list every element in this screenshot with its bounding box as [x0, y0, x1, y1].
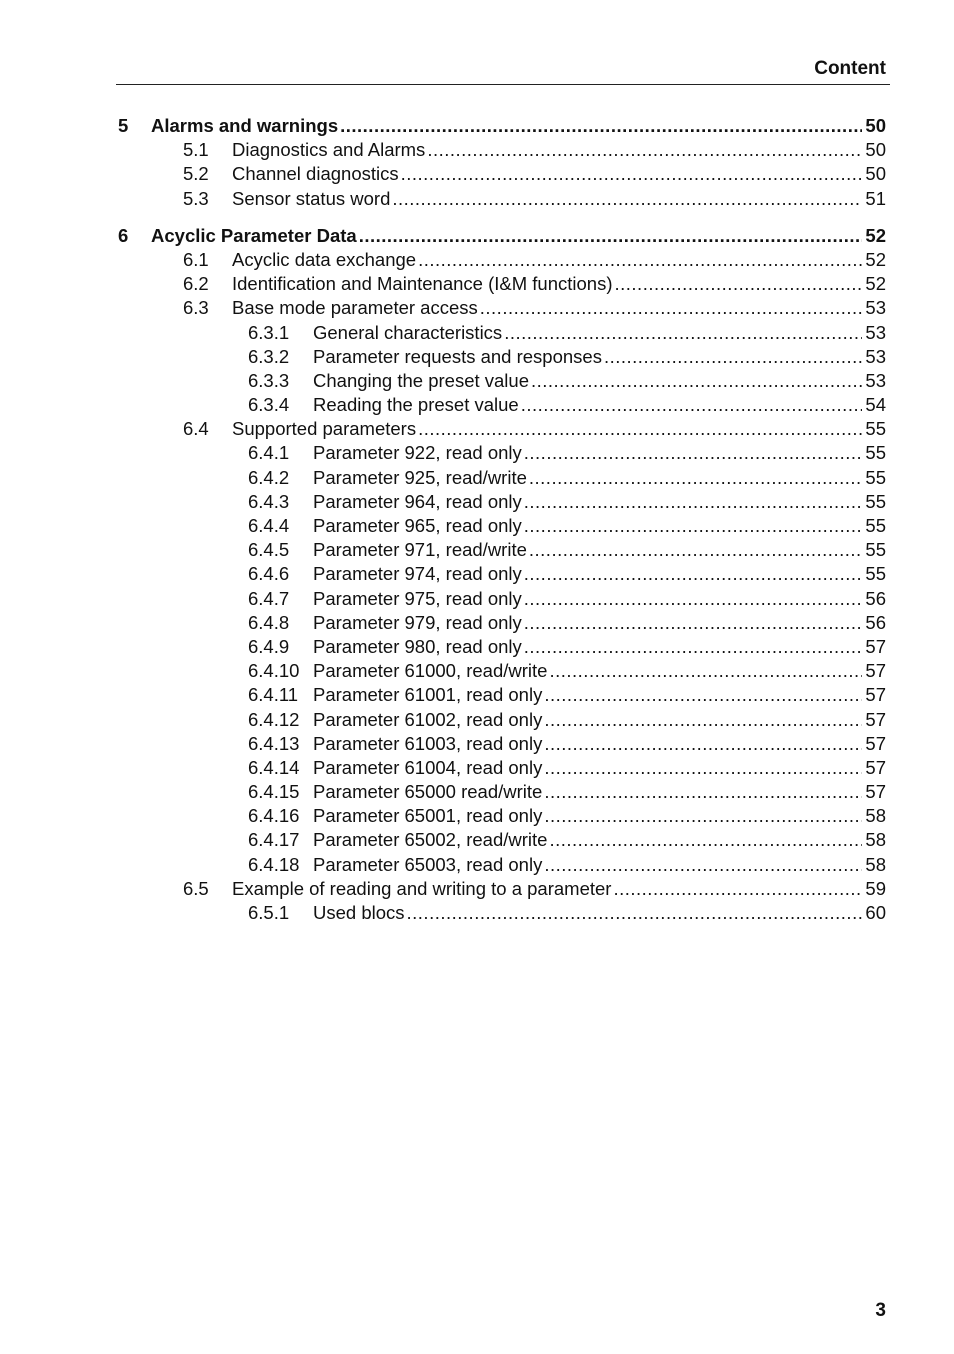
toc-entry-number: 6.4.6	[248, 563, 290, 585]
toc-entry[interactable]	[118, 659, 886, 683]
toc-entry[interactable]	[118, 901, 886, 925]
toc-entry-page: 55	[865, 515, 886, 536]
toc-entry-number: 6.4.8	[248, 611, 290, 633]
toc-entry[interactable]	[118, 296, 886, 320]
toc-entry[interactable]	[118, 780, 886, 804]
toc-entry-number: 6.4.14	[248, 756, 300, 778]
toc-entry-number: 6.4.5	[248, 539, 290, 561]
toc-entry[interactable]	[118, 248, 886, 272]
toc-dot-leader	[549, 828, 862, 852]
toc-entry-title: Parameter 925, read/write	[313, 466, 527, 488]
toc-dot-leader	[544, 780, 862, 804]
toc-entry-title: Parameter requests and responses	[313, 345, 602, 367]
toc-entry-number: 6.4.11	[248, 684, 299, 706]
toc-dot-leader	[524, 611, 862, 635]
toc-dot-leader	[407, 901, 862, 925]
toc-entry[interactable]	[118, 162, 886, 186]
toc-entry-page: 55	[865, 563, 886, 585]
toc-entry-number: 6.4.9	[248, 635, 290, 657]
toc-entry-page: 55	[865, 466, 886, 488]
toc-entry-title: Acyclic data exchange	[232, 248, 417, 270]
toc-entry-number: 6.3.2	[248, 345, 290, 367]
toc-dot-leader	[549, 659, 862, 683]
toc-dot-leader	[615, 272, 863, 296]
toc-entry-page: 57	[865, 708, 886, 730]
toc-entry-page: 54	[865, 394, 886, 416]
toc-entry-title: Used blocs	[313, 902, 405, 923]
toc-entry-title: Parameter 964, read only	[313, 490, 522, 512]
toc-entry[interactable]	[118, 683, 886, 707]
toc-entry[interactable]	[118, 562, 886, 586]
toc-entry-number: 6.4.4	[248, 515, 290, 536]
toc-entry-page: 55	[865, 442, 886, 464]
toc-entry-page: 55	[865, 539, 886, 561]
toc-entry[interactable]	[118, 187, 886, 211]
toc-entry-title: Changing the preset value	[313, 369, 529, 391]
toc-dot-leader	[529, 466, 862, 490]
toc-dot-leader	[418, 248, 862, 272]
toc-entry-number: 6.5.1	[248, 902, 290, 923]
toc-dot-leader	[524, 562, 862, 586]
toc-entry-number: 6.3.1	[248, 321, 290, 343]
toc-entry-title: General characteristics	[313, 321, 503, 343]
toc-dot-leader	[529, 538, 862, 562]
toc-entry-page: 56	[865, 587, 886, 609]
toc-entry-number: 6.4.13	[248, 732, 300, 754]
toc-entry-page: 55	[865, 490, 886, 512]
toc-entry[interactable]	[118, 877, 886, 901]
toc-entry-title: Sensor status word	[232, 187, 391, 209]
toc-dot-leader	[544, 756, 862, 780]
toc-entry-title: Supported parameters	[232, 418, 417, 440]
toc-entry-number: 6.4	[183, 418, 209, 440]
toc-entry-number: 6.2	[183, 273, 209, 295]
toc-entry-title: Parameter 61003, read only	[313, 732, 543, 754]
toc-entry-page: 53	[865, 345, 886, 367]
header-rule	[116, 84, 890, 85]
toc-dot-leader	[524, 490, 862, 514]
toc-entry-page: 53	[865, 297, 886, 319]
toc-entry-title: Example of reading and writing to a parameter	[232, 877, 612, 899]
toc-dot-leader	[613, 877, 862, 901]
toc-entry-number: 6.3	[183, 297, 209, 319]
toc-entry-title: Parameter 65001, read only	[313, 805, 543, 827]
toc-dot-leader	[544, 804, 862, 828]
toc-entry[interactable]	[118, 587, 886, 611]
toc-entry[interactable]	[118, 635, 886, 659]
toc-entry-page: 52	[865, 224, 886, 246]
toc-entry-title: Reading the preset value	[313, 394, 519, 416]
toc-entry-number: 6.4.10	[248, 660, 300, 682]
toc-entry-number: 6	[118, 224, 129, 246]
toc-entry-page: 55	[865, 418, 886, 440]
toc-entry-page: 57	[865, 635, 886, 657]
toc-dot-leader	[524, 587, 862, 611]
toc-entry-title: Parameter 61000, read/write	[313, 660, 548, 682]
toc-entry-page: 51	[865, 187, 886, 209]
toc-dot-leader	[401, 162, 862, 186]
page-header-title: Content	[814, 58, 886, 79]
toc-dot-leader	[504, 321, 862, 345]
toc-entry-title: Identification and Maintenance (I&M functions)	[232, 273, 613, 295]
toc-entry[interactable]	[118, 441, 886, 465]
toc-entry-page: 57	[865, 756, 886, 778]
toc-entry[interactable]	[118, 138, 886, 162]
toc-entry-page: 57	[865, 660, 886, 682]
toc-entry-number: 5.2	[183, 163, 209, 185]
toc-entry[interactable]	[118, 708, 886, 732]
toc-entry[interactable]	[118, 417, 886, 441]
toc-entry-number: 6.1	[183, 248, 209, 270]
toc-dot-leader	[544, 683, 862, 707]
toc-dot-leader	[340, 114, 862, 138]
toc-entry-page: 58	[865, 829, 886, 851]
toc-entry-number: 6.4.16	[248, 805, 300, 827]
toc-entry-title: Parameter 61004, read only	[313, 756, 543, 778]
page-number: 3	[875, 1300, 886, 1321]
toc-entry-number: 5.1	[183, 139, 209, 161]
toc-entry-number: 6.3.3	[248, 369, 290, 391]
toc-entry-title: Parameter 965, read only	[313, 515, 522, 536]
toc-entry-page: 56	[865, 611, 886, 633]
toc-entry-page: 57	[865, 781, 886, 803]
toc-entry-title: Acyclic Parameter Data	[151, 224, 357, 246]
toc-dot-leader	[531, 369, 862, 393]
toc-entry-title: Parameter 61001, read only	[313, 684, 543, 706]
toc-entry-number: 6.4.12	[248, 708, 300, 730]
toc-entry-title: Parameter 971, read/write	[313, 539, 527, 561]
toc-dot-leader	[524, 441, 862, 465]
toc-entry[interactable]	[118, 114, 886, 138]
toc-entry-page: 58	[865, 853, 886, 875]
toc-entry-page: 60	[865, 902, 886, 923]
toc-entry-title: Parameter 979, read only	[313, 611, 522, 633]
toc-entry-title: Diagnostics and Alarms	[232, 139, 426, 161]
toc-entry[interactable]	[118, 611, 886, 635]
toc-entry-number: 6.4.2	[248, 466, 290, 488]
toc-dot-leader	[392, 187, 862, 211]
toc-entry-title: Parameter 65002, read/write	[313, 829, 548, 851]
toc-entry-number: 6.4.3	[248, 490, 290, 512]
toc-entry[interactable]	[118, 369, 886, 393]
toc-dot-leader	[604, 345, 862, 369]
toc-dot-leader	[544, 732, 862, 756]
toc-entry-number: 6.3.4	[248, 394, 290, 416]
toc-entry[interactable]	[118, 224, 886, 248]
toc-entry[interactable]	[118, 345, 886, 369]
toc-dot-leader	[544, 853, 862, 877]
toc-entry-page: 50	[865, 139, 886, 161]
toc-dot-leader	[418, 417, 862, 441]
toc-entry-page: 57	[865, 732, 886, 754]
toc-dot-leader	[427, 138, 862, 162]
toc-entry-number: 5	[118, 115, 129, 136]
toc-dot-leader	[544, 708, 862, 732]
toc-dot-leader	[524, 514, 862, 538]
toc-dot-leader	[521, 393, 862, 417]
toc-entry-title: Parameter 974, read only	[313, 563, 522, 585]
toc-entry[interactable]	[118, 466, 886, 490]
toc-entry-page: 53	[865, 321, 886, 343]
table-of-contents	[118, 114, 886, 925]
toc-entry[interactable]	[118, 853, 886, 877]
toc-entry-title: Parameter 922, read only	[313, 442, 522, 464]
toc-entry-page: 57	[865, 684, 886, 706]
toc-entry-number: 6.4.1	[248, 442, 290, 464]
toc-entry-number: 6.4.15	[248, 781, 300, 803]
toc-entry[interactable]	[118, 514, 886, 538]
toc-dot-leader	[359, 224, 862, 248]
toc-entry-title: Alarms and warnings	[151, 115, 339, 136]
toc-entry-number: 5.3	[183, 187, 209, 209]
toc-entry-page: 50	[865, 163, 886, 185]
toc-dot-leader	[524, 635, 862, 659]
toc-entry-number: 6.4.17	[248, 829, 300, 851]
toc-entry-page: 52	[865, 273, 886, 295]
toc-entry-page: 58	[865, 805, 886, 827]
toc-entry[interactable]	[118, 804, 886, 828]
toc-entry-number: 6.5	[183, 877, 209, 899]
toc-entry-number: 6.4.18	[248, 853, 300, 875]
toc-entry[interactable]	[118, 393, 886, 417]
toc-entry-title: Parameter 65003, read only	[313, 853, 543, 875]
toc-entry[interactable]	[118, 490, 886, 514]
toc-entry[interactable]	[118, 321, 886, 345]
toc-entry-page: 52	[865, 248, 886, 270]
toc-entry-page: 53	[865, 369, 886, 391]
toc-entry-page: 50	[865, 115, 886, 136]
toc-entry-title: Parameter 980, read only	[313, 635, 522, 657]
toc-entry[interactable]	[118, 732, 886, 756]
toc-entry[interactable]	[118, 828, 886, 852]
toc-entry-title: Parameter 65000 read/write	[313, 781, 543, 803]
toc-entry-title: Parameter 61002, read only	[313, 708, 543, 730]
toc-entry-number: 6.4.7	[248, 587, 290, 609]
toc-entry[interactable]	[118, 538, 886, 562]
toc-entry-page: 59	[865, 877, 886, 899]
toc-entry[interactable]	[118, 756, 886, 780]
toc-entry-title: Channel diagnostics	[232, 163, 399, 185]
toc-entry-title: Parameter 975, read only	[313, 587, 522, 609]
toc-entry[interactable]	[118, 272, 886, 296]
toc-dot-leader	[480, 296, 862, 320]
toc-entry-title: Base mode parameter access	[232, 297, 478, 319]
